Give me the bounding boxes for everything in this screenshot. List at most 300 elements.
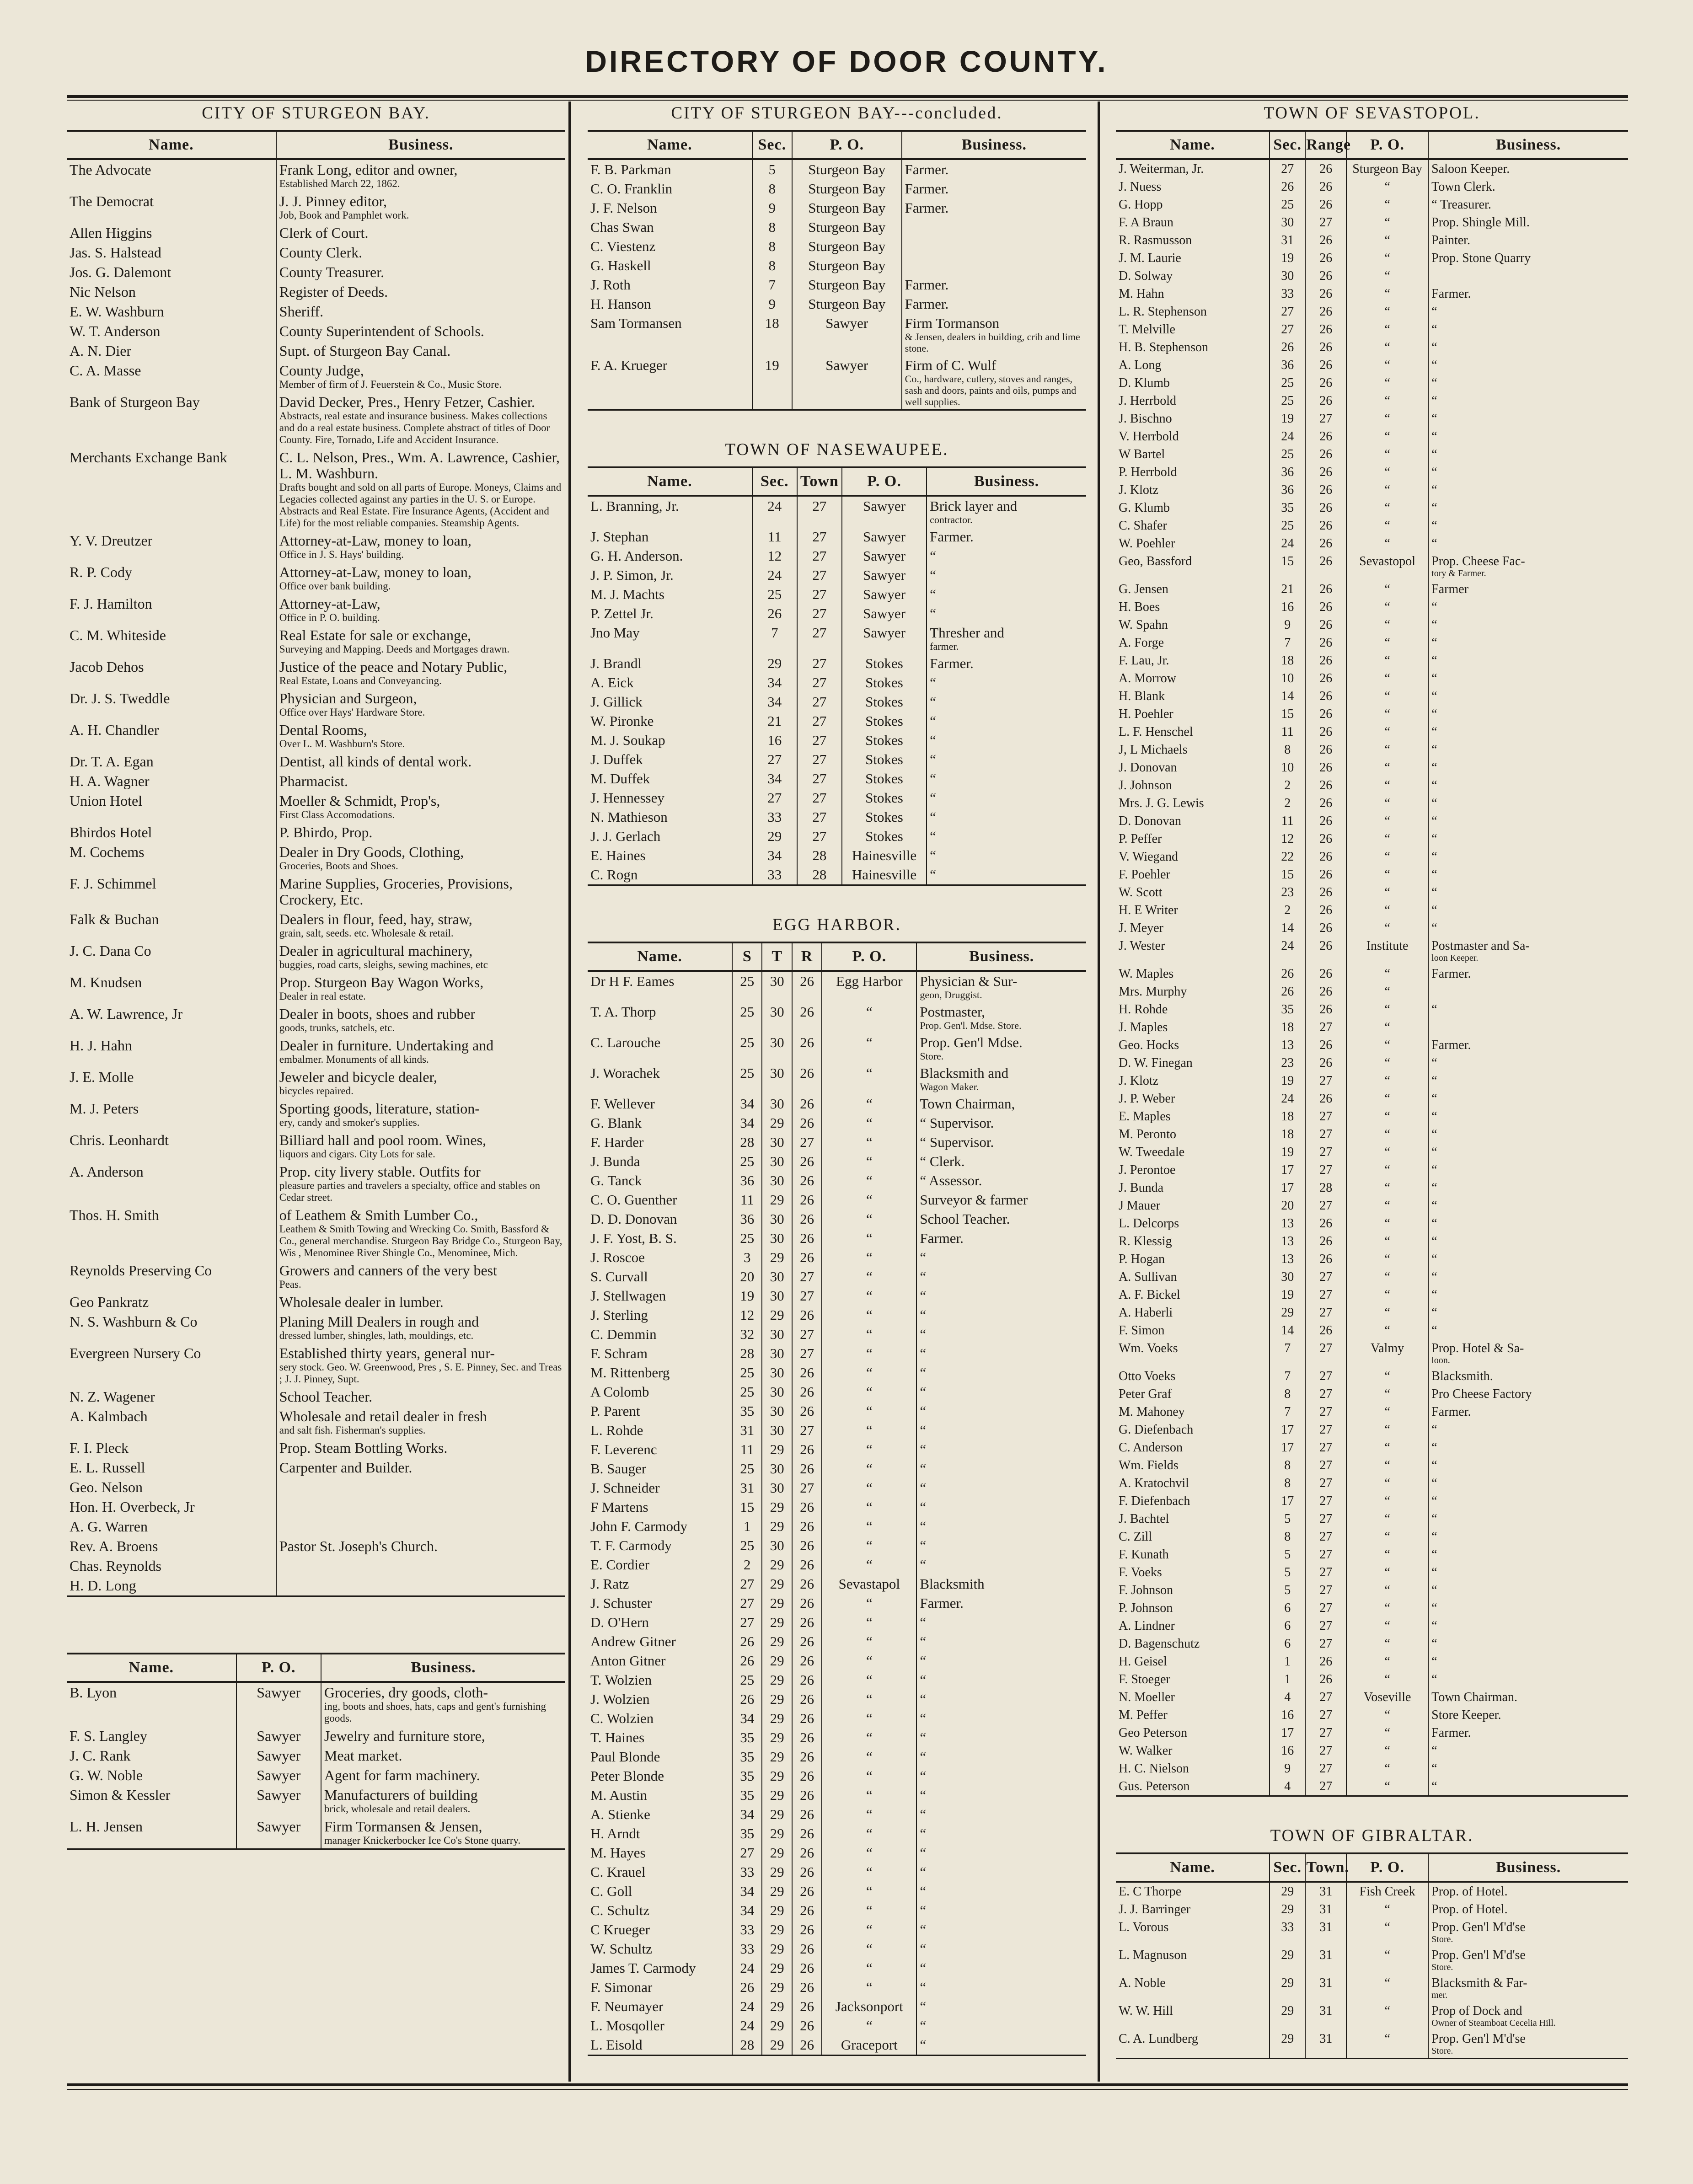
value-cell	[1270, 481, 1305, 499]
cell-text: 26	[800, 1004, 814, 1020]
value-cell	[1346, 1403, 1428, 1421]
cell-text: Institute	[1366, 939, 1409, 953]
cell-text: 34	[740, 1902, 755, 1918]
cell-text: 27	[740, 1576, 755, 1592]
cell-text: C. Schultz	[590, 1902, 650, 1918]
table-row	[588, 846, 1086, 865]
value-cell	[1305, 812, 1346, 830]
value-cell	[842, 788, 927, 808]
cell-text: Prop. Gen'l M'd'se	[1431, 2032, 1526, 2046]
cell-text: “	[1384, 1288, 1390, 1302]
value-cell	[732, 1651, 762, 1670]
value-cell	[762, 1555, 792, 1574]
cell-text: “	[866, 1960, 873, 1976]
value-cell	[732, 1478, 762, 1498]
table-row	[588, 256, 1086, 275]
name-cell	[588, 1651, 732, 1670]
cell-text: “	[930, 586, 936, 602]
cell-text: “	[920, 1825, 927, 1841]
name-cell	[67, 791, 276, 823]
value-cell	[752, 198, 792, 218]
name-cell	[1116, 1528, 1270, 1546]
cell-text: “	[866, 1499, 873, 1515]
cell-text: H. E Writer	[1119, 903, 1178, 917]
value-cell	[1346, 901, 1428, 919]
name-cell	[1116, 1706, 1270, 1724]
cell-text: “	[866, 1729, 873, 1745]
value-cell	[732, 1766, 762, 1786]
table-row	[1116, 1421, 1628, 1439]
business-cell	[902, 294, 1086, 314]
cell-text: Clerk of Court.	[279, 225, 369, 241]
name-cell	[588, 712, 752, 731]
header-row	[588, 131, 1086, 159]
cell-text: F. J. Hamilton	[70, 595, 152, 612]
name-cell	[588, 1978, 732, 1997]
cell-text: 26	[800, 1979, 814, 1995]
value-cell	[1305, 1617, 1346, 1635]
table-row	[588, 731, 1086, 750]
column-header: Sec.	[1270, 1853, 1305, 1882]
value-cell	[792, 1747, 822, 1766]
value-cell	[1346, 517, 1428, 535]
cell-text: 34	[740, 1710, 755, 1726]
header-row	[588, 467, 1086, 496]
business-note: tory & Farmer.	[1431, 568, 1486, 578]
value-cell	[822, 1382, 916, 1402]
cell-text: T. Melville	[1119, 322, 1175, 337]
cell-text: 27	[800, 1288, 814, 1304]
cell-text: 12	[740, 1307, 755, 1323]
cell-text: “	[1431, 1672, 1437, 1686]
cell-text: 26	[800, 1691, 814, 1707]
value-cell	[1270, 1054, 1305, 1072]
cell-text: Carpenter and Builder.	[279, 1459, 413, 1476]
cell-text: “	[1431, 1530, 1437, 1544]
cell-text: Wholesale dealer in lumber.	[279, 1294, 444, 1310]
table-row	[588, 1171, 1086, 1190]
cell-text: Stokes	[865, 713, 903, 729]
cell-text: Farmer.	[920, 1230, 964, 1246]
table-row	[1116, 445, 1628, 463]
value-cell	[1270, 499, 1305, 517]
value-cell	[1346, 535, 1428, 552]
cell-text: M. Cochems	[70, 844, 145, 860]
value-cell	[822, 1286, 916, 1306]
value-cell	[792, 1440, 822, 1459]
value-cell	[732, 1152, 762, 1171]
cell-text: Otto Voeks	[1119, 1369, 1176, 1383]
value-cell	[1305, 159, 1346, 178]
value-cell	[1305, 1946, 1346, 1974]
table-row	[67, 1036, 565, 1067]
cell-text: 30	[770, 1211, 784, 1227]
cell-text: 26	[767, 605, 782, 621]
cell-text: 25	[1281, 376, 1294, 390]
cell-text: “	[866, 1365, 873, 1381]
cell-text: “	[920, 1288, 927, 1304]
value-cell	[842, 865, 927, 885]
cell-text: “	[1431, 1654, 1437, 1669]
business-cell	[916, 1709, 1086, 1728]
cell-text: 26	[1319, 447, 1333, 461]
cell-text: 27	[812, 674, 827, 691]
value-cell	[762, 1133, 792, 1152]
table-row	[588, 1651, 1086, 1670]
cell-text: 26	[800, 1441, 814, 1457]
business-note: Store.	[920, 1050, 944, 1062]
cell-text: 9	[1284, 1761, 1291, 1776]
business-note: Established March 22, 1862.	[279, 178, 400, 189]
value-cell	[1305, 741, 1346, 759]
business-note: Surveying and Mapping. Deeds and Mortgages drawn.	[279, 643, 510, 655]
table-row	[1116, 705, 1628, 723]
value-cell	[842, 769, 927, 788]
cell-text: 27	[812, 732, 827, 748]
cell-text: J. F. Nelson	[590, 200, 657, 216]
table-row	[67, 1785, 565, 1817]
cell-text: 34	[767, 771, 782, 787]
cell-text: Andrew Gitner	[590, 1633, 676, 1649]
cell-text: C. Rogn	[590, 867, 638, 883]
name-cell	[588, 1033, 732, 1064]
cell-text: “	[1384, 1547, 1390, 1562]
cell-text: 26	[800, 1749, 814, 1765]
value-cell	[1346, 1510, 1428, 1528]
cell-text: 29	[770, 1192, 784, 1208]
cell-text: 26	[1319, 796, 1333, 810]
value-cell	[1270, 901, 1305, 919]
cell-text: “	[1384, 215, 1390, 230]
table-row	[1116, 481, 1628, 499]
name-cell	[588, 788, 752, 808]
value-cell	[1346, 1001, 1428, 1018]
value-cell	[822, 1594, 916, 1613]
name-cell	[67, 1407, 276, 1438]
table-row	[588, 1210, 1086, 1229]
cell-text: 26	[1319, 885, 1333, 899]
name-cell	[588, 971, 732, 1002]
cell-text: F. B. Parkman	[590, 161, 671, 177]
table-row	[1116, 1599, 1628, 1617]
value-cell	[752, 566, 797, 585]
cell-text: “	[1384, 1038, 1390, 1052]
cell-text: 2	[744, 1557, 751, 1573]
cell-text: “	[920, 1806, 927, 1822]
value-cell	[1305, 1215, 1346, 1232]
cell-text: Wholesale and retail dealer in fresh	[279, 1408, 487, 1424]
cell-text: 8	[768, 219, 776, 235]
value-cell	[762, 971, 792, 1002]
cell-text: Prop. Gen'l Mdse.	[920, 1034, 1023, 1050]
cell-text: “	[1384, 1494, 1390, 1508]
table-row	[588, 1747, 1086, 1766]
business-cell	[1428, 338, 1628, 356]
cell-text: “	[866, 1845, 873, 1861]
cell-text: Dealer in furniture. Undertaking and	[279, 1037, 494, 1054]
value-cell	[1346, 1563, 1428, 1581]
cell-text: 2	[1284, 778, 1291, 792]
name-cell	[67, 1344, 276, 1387]
name-cell	[588, 1267, 732, 1286]
cell-text: “	[1384, 536, 1390, 551]
cell-text: 31	[1319, 2032, 1333, 2046]
cell-text: Prop. of Hotel.	[1431, 1884, 1508, 1899]
name-cell	[588, 769, 752, 788]
cell-text: 26	[1319, 269, 1333, 283]
cell-text: 27	[1319, 1145, 1333, 1159]
cell-text: J. Bunda	[590, 1153, 640, 1169]
column-header: Name.	[588, 942, 732, 971]
name-cell	[67, 973, 276, 1004]
cell-text: Surveyor & farmer	[920, 1192, 1028, 1208]
cell-text: 8	[768, 238, 776, 254]
value-cell	[822, 1632, 916, 1651]
cell-text: W. Poehler	[1119, 536, 1175, 551]
cell-text: “	[1384, 1583, 1390, 1597]
cell-text: 27	[1319, 1109, 1333, 1124]
cell-text: “	[1384, 850, 1390, 864]
cell-text: 20	[740, 1269, 755, 1285]
cell-text: “	[866, 1595, 873, 1611]
cell-text: 27	[1319, 1726, 1333, 1740]
cell-text: “	[920, 1941, 927, 1957]
cell-text: Groceries, dry goods, cloth-	[324, 1684, 488, 1701]
cell-text: Rev. A. Broens	[70, 1538, 158, 1554]
value-cell	[1305, 1777, 1346, 1796]
cell-text: 34	[767, 694, 782, 710]
cell-text: “	[1384, 198, 1390, 212]
cell-text: “	[1431, 1744, 1437, 1758]
table-row	[588, 1267, 1086, 1286]
name-cell	[588, 1920, 732, 1939]
value-cell	[732, 1555, 762, 1574]
cell-text: 24	[740, 1960, 755, 1976]
value-cell	[1346, 1742, 1428, 1760]
cell-text: Stokes	[865, 674, 903, 691]
table-row	[67, 1746, 565, 1766]
cell-text: 26	[1319, 1216, 1333, 1231]
cell-text: Blacksmith & Far-	[1431, 1976, 1527, 1990]
value-cell	[792, 1421, 822, 1440]
cell-text: 29	[767, 828, 782, 844]
cell-text: 25	[740, 1461, 755, 1477]
cell-text: County Clerk.	[279, 244, 363, 261]
cell-text: “	[1431, 814, 1437, 828]
value-cell	[1305, 1706, 1346, 1724]
cell-text: Dealers in flour, feed, hay, straw,	[279, 911, 472, 927]
value-cell	[752, 788, 797, 808]
value-cell	[732, 1440, 762, 1459]
business-cell	[1428, 901, 1628, 919]
value-cell	[822, 1536, 916, 1555]
business-cell	[1428, 705, 1628, 723]
value-cell	[1305, 1599, 1346, 1617]
top-rule-thin	[67, 100, 1628, 101]
cell-text: 29	[1281, 2032, 1294, 2046]
cell-text: 35	[740, 1787, 755, 1803]
value-cell	[1270, 616, 1305, 634]
cell-text: 7	[1284, 1341, 1291, 1355]
value-cell	[762, 1033, 792, 1064]
cell-text: 30	[770, 1269, 784, 1285]
cell-text: 17	[1281, 1494, 1294, 1508]
cell-text: County Treasurer.	[279, 264, 385, 280]
cell-text: Sturgeon Bay	[808, 277, 886, 293]
table-row	[1116, 285, 1628, 303]
business-cell	[276, 874, 565, 910]
table-row	[1116, 1882, 1628, 1900]
cell-text: 27	[800, 1480, 814, 1496]
table-row	[67, 771, 565, 791]
cell-text: “	[1431, 1074, 1437, 1088]
name-cell	[1116, 1688, 1270, 1706]
cell-text: “	[920, 1633, 927, 1649]
cell-text: 30	[1281, 215, 1294, 230]
cell-text: “	[866, 1326, 873, 1342]
value-cell	[752, 314, 792, 356]
cell-text: 25	[767, 586, 782, 602]
value-cell	[1305, 1546, 1346, 1563]
name-cell	[1116, 1250, 1270, 1268]
value-cell	[792, 1133, 822, 1152]
cell-text: 30	[770, 1537, 784, 1553]
table-row	[588, 808, 1086, 827]
value-cell	[752, 237, 792, 256]
cell-text: 27	[1319, 1288, 1333, 1302]
cell-text: 27	[800, 1269, 814, 1285]
value-cell	[797, 673, 842, 692]
cell-text: “	[1431, 358, 1437, 372]
business-cell	[276, 1205, 565, 1261]
business-cell	[1428, 1528, 1628, 1546]
value-cell	[1305, 196, 1346, 214]
name-cell	[588, 692, 752, 712]
business-cell	[916, 1901, 1086, 1920]
cell-text: Firm of C. Wulf	[905, 357, 997, 373]
name-cell	[588, 1632, 732, 1651]
business-cell	[1428, 1232, 1628, 1250]
business-cell	[1428, 214, 1628, 231]
cell-text: E. W. Washburn	[70, 303, 164, 320]
business-cell	[1428, 178, 1628, 196]
value-cell	[822, 1517, 916, 1536]
table-row	[67, 657, 565, 689]
cell-text: F. Schram	[590, 1345, 648, 1361]
name-cell	[1116, 1232, 1270, 1250]
cell-text: 27	[740, 1595, 755, 1611]
name-cell	[588, 1613, 732, 1632]
table-row	[67, 341, 565, 361]
name-cell	[1116, 759, 1270, 776]
cell-text: Saloon Keeper.	[1431, 162, 1510, 176]
business-cell	[1428, 1974, 1628, 2002]
table-row	[588, 2016, 1086, 2035]
business-cell	[1428, 1036, 1628, 1054]
business-cell	[916, 1536, 1086, 1555]
business-cell	[321, 1746, 565, 1766]
cell-text: “	[866, 1403, 873, 1419]
cell-text: 11	[1281, 814, 1294, 828]
table-row	[588, 1064, 1086, 1094]
business-cell	[916, 1459, 1086, 1478]
business-cell	[276, 791, 565, 823]
table-row	[67, 1387, 565, 1407]
value-cell	[1270, 374, 1305, 392]
table-row	[1116, 1724, 1628, 1742]
cell-text: 16	[1281, 1744, 1294, 1758]
table-row	[67, 361, 565, 392]
value-cell	[797, 750, 842, 769]
business-note: First Class Accomodations.	[279, 809, 395, 820]
cell-text: L. R. Stephenson	[1119, 305, 1207, 319]
business-cell	[1428, 687, 1628, 705]
business-cell	[1428, 1918, 1628, 1946]
business-cell	[1428, 1635, 1628, 1653]
cell-text: “	[1384, 707, 1390, 721]
cell-text: Stokes	[865, 790, 903, 806]
name-cell	[588, 827, 752, 846]
value-cell	[1305, 1072, 1346, 1090]
value-cell	[1270, 249, 1305, 267]
cell-text: 26	[1319, 305, 1333, 319]
cell-text: “	[1431, 1565, 1437, 1579]
cell-text: “	[1431, 429, 1437, 444]
cell-text: David Decker, Pres., Henry Fetzer, Cashier.	[279, 394, 535, 410]
value-cell	[842, 585, 927, 604]
value-cell	[792, 1517, 822, 1536]
business-cell	[1428, 652, 1628, 669]
column-left	[67, 102, 565, 1850]
cell-text: 26	[800, 1614, 814, 1630]
value-cell	[1270, 1268, 1305, 1286]
business-note: Owner of Steamboat Cecelia Hill.	[1431, 2018, 1556, 2028]
cell-text: “	[920, 1403, 927, 1419]
cell-text: “	[1431, 1583, 1437, 1597]
business-cell	[916, 1517, 1086, 1536]
table-row	[1116, 687, 1628, 705]
value-cell	[1305, 1143, 1346, 1161]
value-cell	[732, 1805, 762, 1824]
cell-text: Farmer.	[1431, 967, 1471, 981]
name-cell	[1116, 1197, 1270, 1215]
cell-text: P. Zettel Jr.	[590, 605, 654, 621]
section-title: EGG HARBOR.	[772, 915, 901, 934]
cell-text: “	[1384, 618, 1390, 632]
name-cell	[1116, 1742, 1270, 1760]
value-cell	[1270, 1197, 1305, 1215]
section-title: CITY OF STURGEON BAY.	[202, 104, 430, 123]
cell-text: Sevastapol	[838, 1576, 900, 1592]
cell-text: Prop. Gen'l M'd'se	[1431, 1948, 1526, 1962]
cell-text: Sporting goods, literature, station-	[279, 1100, 480, 1117]
business-cell	[1428, 392, 1628, 410]
cell-text: F. J. Schimmel	[70, 875, 156, 892]
cell-text: 26	[1319, 554, 1333, 568]
table-row	[588, 654, 1086, 673]
cell-text: 17	[1281, 1726, 1294, 1740]
cell-text: “	[866, 1269, 873, 1285]
value-cell	[732, 1997, 762, 2016]
table-row	[1116, 1946, 1628, 1974]
cell-text: “	[1384, 1744, 1390, 1758]
cell-text: 26	[1319, 483, 1333, 497]
name-cell	[588, 237, 752, 256]
business-cell	[916, 1113, 1086, 1133]
column-header: R	[792, 942, 822, 971]
table-row	[1116, 517, 1628, 535]
name-cell	[1116, 1385, 1270, 1403]
